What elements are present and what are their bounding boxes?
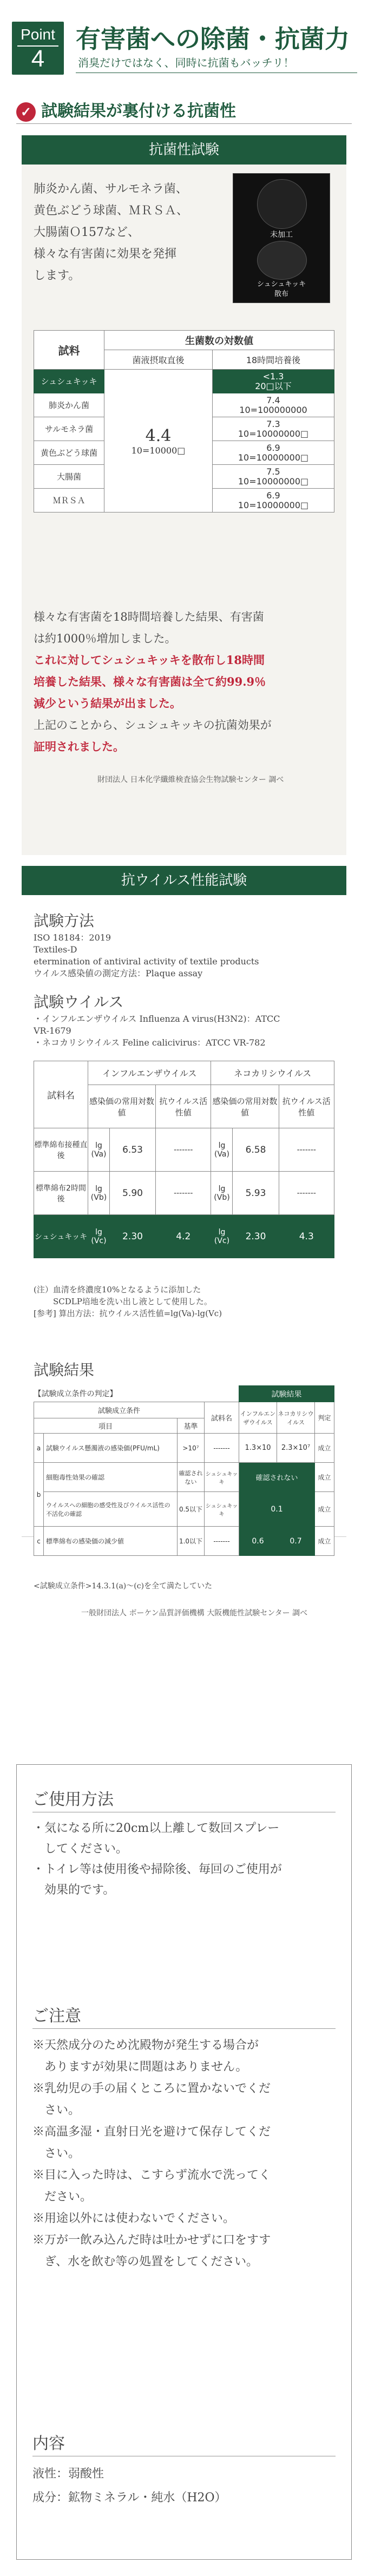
- antibacterial-intro: [34, 179, 212, 287]
- antibacterial-source: 財団法人 日本化学纖維検査協会生物試験センター 調べ: [97, 776, 284, 784]
- cell: 6.58: [233, 1128, 279, 1172]
- page-subtitle: 消臭だけではなく、同時に抗菌もバッチリ！: [78, 56, 294, 69]
- intro-line: 黄色ぶどう球菌、ＭＲＳＡ、: [34, 204, 189, 218]
- row-judge: 成立: [315, 1463, 334, 1492]
- col-calici: ネコカリシウイルス: [211, 1061, 334, 1085]
- point-label: Point: [21, 26, 55, 43]
- cell: lg (Vc): [211, 1215, 233, 1258]
- cell: lg (Va): [88, 1128, 110, 1172]
- summary-line: 様々な有害菌を18時間培養した結果、有害菌: [34, 610, 264, 623]
- antiviral-table: [34, 1061, 334, 1258]
- cell: -------: [279, 1172, 334, 1215]
- usage-title: ご使用方法: [32, 1790, 114, 1809]
- cell: lg (Va): [211, 1128, 233, 1172]
- caution-divider: [32, 2028, 336, 2029]
- summary-line: 減少という結果が出ました。: [34, 696, 181, 710]
- col-b: 18時間培養後: [213, 350, 334, 370]
- row-judge: 成立: [315, 1527, 334, 1556]
- row-sample: シュシュキッキ: [205, 1492, 239, 1527]
- row-value: 6.9 10=10000000□: [213, 489, 334, 512]
- row-std: >10⁷: [178, 1434, 205, 1463]
- row-judge: 成立: [315, 1434, 334, 1463]
- inf-col: インフルエンザウイルス: [239, 1402, 277, 1434]
- row-name: 標準綿布2時間後: [34, 1172, 88, 1215]
- section-heading-text: 試験結果が裏付ける抗菌性: [41, 102, 236, 121]
- row-inf: 確認されない: [239, 1463, 315, 1492]
- row-key: b: [34, 1463, 44, 1527]
- caution-text: ※天然成分のため沈殿物が発生する場合が ありますが効果に問題はありません。 ※乳幼児の手の届くところに置かないでくだ さい。 ※高温多湿・直射日光を避けて保存してくだ さい。 ※目に入った時は、こすらず流水で洗ってく ださい。 ※用途以外には使わないでください。 ※万が一飲み込んだ時は吐かせずに口をすす ぎ、水を飲む等の処置をしてください。: [32, 2039, 271, 2269]
- cell: lg (Vc): [88, 1215, 110, 1258]
- cell: 2.30: [110, 1215, 156, 1258]
- intro-line: します。: [34, 269, 81, 282]
- row-cat: 2.3×10⁷: [277, 1434, 315, 1463]
- page-title: 有害菌への除菌・抗菌力: [76, 24, 350, 54]
- std-col: 基準: [178, 1418, 205, 1434]
- cond-col: 試験成立条件: [34, 1402, 205, 1418]
- row-item: ウイルスへの細胞の感受性及びウイルス活性の不活化の確認: [44, 1492, 178, 1527]
- point-number: 4: [17, 45, 58, 71]
- row-key: c: [34, 1527, 44, 1556]
- col-a: 菌液摂取直後: [104, 350, 213, 370]
- cell: -------: [279, 1128, 334, 1172]
- contents-title: 内容: [32, 2434, 65, 2453]
- intro-line: 様々な有害菌に効果を発揮: [34, 247, 177, 261]
- intro-line: 肺炎かん菌、サルモネラ菌、: [34, 182, 188, 196]
- row-item: 細胞毒性効果の確認: [44, 1463, 178, 1492]
- item-col: 項目: [34, 1418, 178, 1434]
- col-sample-name: 試料名: [34, 1061, 88, 1128]
- result-note: <試験成立条件>14.3.1(a)〜(c)を全て満たしていた: [34, 1582, 213, 1591]
- cell: 5.93: [233, 1172, 279, 1215]
- row-name: 標準綿布接種直後: [34, 1128, 88, 1172]
- row-value: <1.3 20□以下: [213, 370, 334, 393]
- row-name: サルモネラ菌: [34, 417, 104, 441]
- row-name: ＭＲＳＡ: [34, 489, 104, 512]
- result-title: 試験結果: [34, 1361, 95, 1379]
- virus-title: 試験ウイルス: [34, 993, 124, 1011]
- result-table: [34, 1385, 334, 1556]
- row-value: 7.4 10=100000000: [213, 393, 334, 417]
- row-name: シュシュキッキ: [34, 1215, 88, 1258]
- antiviral-bar: 抗ウイルス性能試験: [22, 866, 346, 895]
- row-sample: -------: [205, 1434, 239, 1463]
- row-sample: -------: [205, 1527, 239, 1556]
- caution-title: ご注意: [32, 2007, 81, 2026]
- results-header: 試験結果: [239, 1386, 334, 1402]
- photo-label-treated: シュシュキッキ 散布: [257, 280, 306, 298]
- row-key: a: [34, 1434, 44, 1463]
- row-inf: 0.1: [239, 1492, 315, 1527]
- antibacterial-summary: [34, 606, 337, 758]
- point-badge: [12, 22, 64, 75]
- row-name: シュシュキッキ: [34, 370, 104, 393]
- row-value: 7.3 10=10000000□: [213, 417, 334, 441]
- row-std: 1.0以下: [178, 1527, 205, 1556]
- row-name: 黄色ぶどう球菌: [34, 441, 104, 465]
- col-group: 生菌数の対数値: [104, 331, 334, 350]
- intro-line: 大腸菌Ｏ157など、: [34, 226, 140, 239]
- row-item: 試験ウイルス懸濁液の感染価(PFU/mL): [44, 1434, 178, 1463]
- col-activity: 抗ウイルス活性値: [156, 1085, 211, 1128]
- method-text: ISO 18184：2019 Textiles-D etermination of antiviral activity of textile products ウイルス感染値の測定方法：Plaque assay: [34, 932, 259, 978]
- contents-text: 液性：弱酸性 成分：鉱物ミネラル・純水（H2O）: [32, 2467, 227, 2505]
- row-std: 0.5以下: [178, 1492, 205, 1527]
- row-sample: シュシュキッキ: [205, 1463, 239, 1492]
- row-inf: 0.6: [239, 1527, 277, 1556]
- cell: 6.53: [110, 1128, 156, 1172]
- col-sample: 試料: [34, 331, 104, 370]
- summary-line: は約1000％増加しました。: [34, 632, 176, 645]
- summary-line: 培養した結果、様々な有害菌は全て約99.9％: [34, 675, 266, 688]
- antiviral-source: 一般財団法人 ボーケン品質評価機構 大阪機能性試験センター 調べ: [81, 1609, 308, 1618]
- cond-header: 【試験成立条件の判定】: [34, 1390, 117, 1399]
- row-value: 7.5 10=10000000□: [213, 465, 334, 489]
- cell: 4.3: [279, 1215, 334, 1258]
- virus-text: ・インフルエンザウイルス Influenza A virus(H3N2)：ATCC VR-1679 ・ネコカリシウイルス Feline calicivirus：ATCC VR-782: [34, 1014, 280, 1048]
- check-icon: ✓: [16, 102, 36, 122]
- col-value: 感染価の常用対数値: [88, 1085, 156, 1128]
- col-activity: 抗ウイルス活性値: [279, 1085, 334, 1128]
- cat-col: ネコカリシウイルス: [277, 1402, 315, 1434]
- summary-line: 証明されました。: [34, 740, 124, 753]
- col-influenza: インフルエンザウイルス: [88, 1061, 211, 1085]
- cell: -------: [156, 1172, 211, 1215]
- cell: lg (Vb): [88, 1172, 110, 1215]
- section-heading: [16, 97, 236, 122]
- usage-text: ・気になる所に20cm以上離して数回スプレー してください。 ・トイレ等は使用後や掃除後、毎回のご使用が 効果的です。: [32, 1822, 282, 1897]
- antibacterial-bar: 抗菌性試験: [22, 135, 346, 165]
- shared-value-cell: 4.4 10=10000□: [104, 370, 213, 512]
- row-value: 6.9 10=10000000□: [213, 441, 334, 465]
- summary-line: 上記のことから、シュシュキッキの抗菌効果が: [34, 719, 272, 732]
- cell: 2.30: [233, 1215, 279, 1258]
- judge-col: 判定: [315, 1402, 334, 1434]
- cell: -------: [156, 1128, 211, 1172]
- cell: 5.90: [110, 1172, 156, 1215]
- row-item: 標準綿布の感染価の減少値: [44, 1527, 178, 1556]
- row-name: 肺炎かん菌: [34, 393, 104, 417]
- antibacterial-table: [34, 330, 334, 512]
- sample-col: 試料名: [205, 1402, 239, 1434]
- row-judge: 成立: [315, 1492, 334, 1527]
- antiviral-notes: (注）血清を終濃度10%となるように添加した SCDLP培地を洗い出し液として使用した。 [参考] 算出方法：抗ウイルス活性値=lg(Va)-lg(Vc): [34, 1285, 222, 1318]
- summary-line: これに対してシュシュキッキを散布し18時間: [34, 653, 265, 667]
- cell: lg (Vb): [211, 1172, 233, 1215]
- petri-photo: [233, 173, 330, 303]
- row-std: 確認されない: [178, 1463, 205, 1492]
- row-inf: 1.3×10: [239, 1434, 277, 1463]
- row-name: 大腸菌: [34, 465, 104, 489]
- photo-label-untreated: 未加工: [270, 231, 293, 239]
- section-divider: [16, 123, 352, 124]
- method-title: 試験方法: [34, 912, 95, 930]
- cell: 4.2: [156, 1215, 211, 1258]
- col-value: 感染価の常用対数値: [211, 1085, 279, 1128]
- row-cat: 0.7: [277, 1527, 315, 1556]
